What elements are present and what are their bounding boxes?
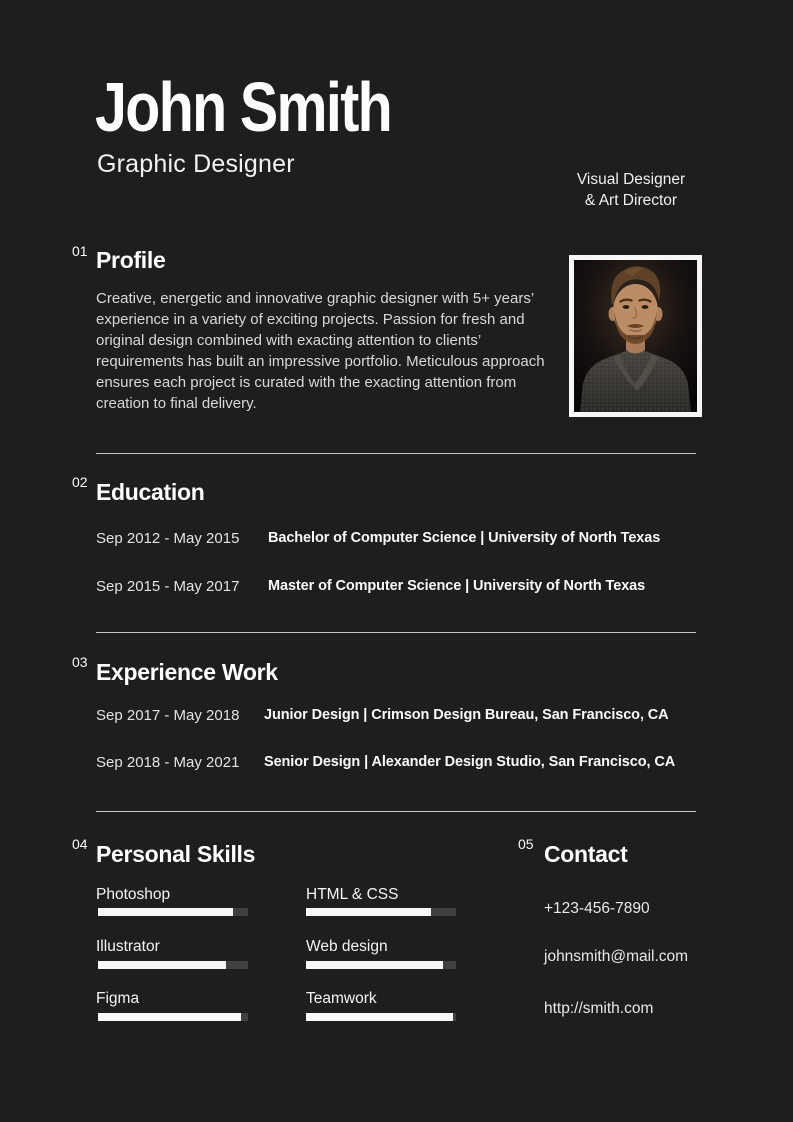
skill-label: Illustrator [96, 938, 160, 955]
section-heading-contact: Contact [544, 841, 628, 867]
contact-email: johnsmith@mail.com [544, 948, 689, 965]
education-entry-period: Sep 2012 - May 2015 [96, 530, 240, 547]
tagline [566, 169, 696, 211]
skill-bar-fill [98, 961, 226, 969]
contact-phone: +123-456-7890 [544, 900, 650, 917]
experience-entry-period: Sep 2017 - May 2018 [96, 707, 240, 724]
skill-bar-fill [306, 1013, 453, 1021]
divider [96, 632, 696, 633]
skill-label: Figma [96, 990, 140, 1007]
skill-bar-fill [306, 908, 431, 916]
person-role: Graphic Designer [97, 150, 295, 178]
divider [96, 811, 696, 812]
section-number-contact: 05 [518, 836, 534, 852]
skill-bar [98, 1013, 248, 1021]
tagline-line-1: Visual Designer [576, 171, 686, 188]
section-heading-experience: Experience Work [96, 659, 278, 685]
skill-bar-fill [306, 961, 443, 969]
skill-bar [306, 961, 456, 969]
section-number-profile: 01 [72, 243, 88, 259]
experience-entry-detail: Junior Design | Crimson Design Bureau, San Francisco, CA [264, 707, 669, 723]
experience-entry-period: Sep 2018 - May 2021 [96, 754, 240, 771]
skill-bar [98, 961, 248, 969]
skill-label: Photoshop [96, 886, 171, 903]
divider [96, 453, 696, 454]
profile-text: Creative, energetic and innovative graphic designer with 5+ years’ experience in a variety of exciting projects. Passion for fresh and original design combined with exacting attention to clients’ requirements has built an impressive portfolio. Meticulous approach ensures each project is curated with the exacting attention from creation to final delivery. [96, 290, 545, 412]
portrait-image [574, 260, 697, 412]
skill-bar-fill [98, 1013, 241, 1021]
contact-website: http://smith.com [544, 1000, 654, 1017]
section-number-experience: 03 [72, 654, 88, 670]
skill-label: Web design [306, 938, 388, 955]
person-name: John Smith [95, 68, 392, 146]
profile-photo [569, 255, 702, 417]
skill-label: Teamwork [306, 990, 377, 1007]
section-heading-skills: Personal Skills [96, 841, 256, 867]
section-number-education: 02 [72, 474, 88, 490]
section-heading-profile: Profile [96, 247, 166, 273]
skill-bar [306, 1013, 456, 1021]
education-entry-period: Sep 2015 - May 2017 [96, 578, 240, 595]
skill-bar [306, 908, 456, 916]
section-heading-education: Education [96, 479, 205, 505]
skill-bar [98, 908, 248, 916]
skill-label: HTML & CSS [306, 886, 399, 903]
education-entry-detail: Bachelor of Computer Science | University of North Texas [268, 530, 661, 546]
experience-entry-detail: Senior Design | Alexander Design Studio, San Francisco, CA [264, 754, 676, 770]
tagline-line-2: & Art Director [584, 192, 678, 209]
skill-bar-fill [98, 908, 233, 916]
education-entry-detail: Master of Computer Science | University of North Texas [268, 578, 646, 594]
section-number-skills: 04 [72, 836, 88, 852]
